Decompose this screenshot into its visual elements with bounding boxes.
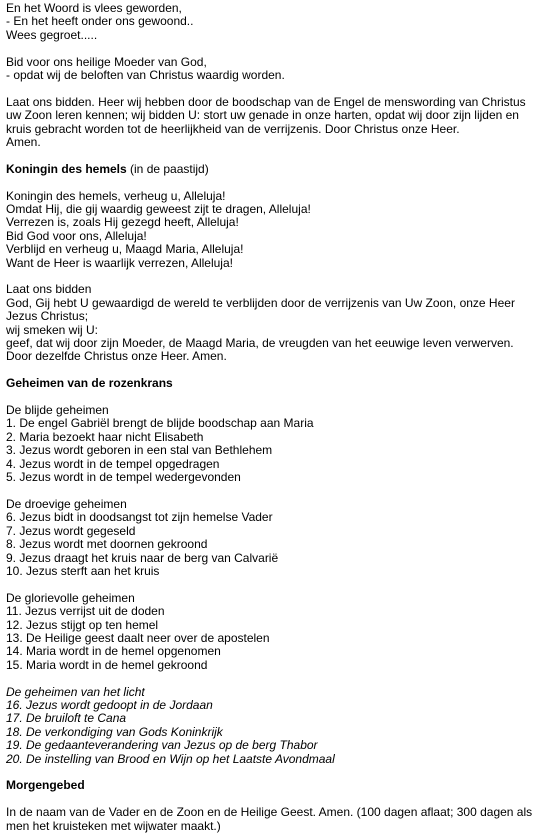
text-line: Amen.	[6, 135, 41, 150]
text-line: Koningin des hemels, verheug u, Alleluja!	[6, 188, 226, 203]
list-title: De blijde geheimen	[6, 403, 109, 418]
heading-title: Morgengebed	[6, 778, 85, 793]
verse-block	[6, 56, 546, 83]
text-line: Verrezen is, zoals Hij gezegd heeft, Alleluja!	[6, 215, 239, 230]
list-item: 7. Jezus wordt gegeseld	[6, 523, 136, 538]
prayer-text: geef, dat wij door zijn Moeder, de Maagd Maria, de vreugden van het eeuwige leven verwerven.	[6, 336, 514, 351]
list-item: 14. Maria wordt in de hemel opgenomen	[6, 644, 221, 659]
list-item: 16. Jezus wordt gedoopt in de Jordaan	[6, 697, 213, 712]
list-item: 11. Jezus verrijst uit de doden	[6, 604, 165, 619]
list-item: 8. Jezus wordt met doornen gekroond	[6, 537, 208, 552]
text-line: Verblijd en verheug u, Maagd Maria, Alleluja!	[6, 242, 244, 257]
text-line: Laat ons bidden	[6, 282, 92, 297]
text-line: Wees gegroet.....	[6, 27, 98, 42]
list-title: De glorievolle geheimen	[6, 590, 135, 605]
list-item: 6. Jezus bidt in doodsangst tot zijn hemelse Vader	[6, 510, 273, 525]
list-item: 4. Jezus wordt in de tempel opgedragen	[6, 456, 220, 471]
mysteries-list	[6, 686, 546, 766]
list-item: 19. De gedaanteverandering van Jezus op de berg Thabor	[6, 738, 318, 753]
text-line: Door dezelfde Christus onze Heer. Amen.	[6, 349, 227, 364]
text-line: Omdat Hij, die gij waardig geweest zijt te dragen, Alleluja!	[6, 202, 311, 217]
prayer-text: God, Gij hebt U gewaardigd de wereld te verblijden door de verrijzenis van Uw Zoon, onze Heer Jezus Christus;	[6, 295, 515, 324]
mysteries-list	[6, 404, 546, 484]
text-line: En het Woord is vlees geworden,	[6, 1, 182, 15]
list-item: 9. Jezus draagt het kruis naar de berg van Calvarië	[6, 550, 279, 565]
prayer-paragraph	[6, 96, 546, 150]
verse-block	[6, 190, 546, 270]
list-item: 15. Maria wordt in de hemel gekroond	[6, 657, 208, 672]
prayer-paragraph	[6, 806, 546, 833]
text-line: Want de Heer is waarlijk verrezen, Alleluja!	[6, 255, 233, 270]
text-line: - opdat wij de beloften van Christus waardig worden.	[6, 68, 285, 83]
list-item: 10. Jezus sterft aan het kruis	[6, 563, 160, 578]
prayer-text: In de naam van de Vader en de Zoon en de Heilige Geest. Amen. (100 dagen aflaat; 300 dagen als men het kruisteken met wijwater maakt.)	[6, 805, 533, 833]
list-item: 5. Jezus wordt in de tempel wedergevonden	[6, 470, 241, 485]
list-item: 17. De bruiloft te Cana	[6, 711, 127, 726]
section-heading	[6, 377, 546, 390]
text-line: Bid voor ons heilige Moeder van God,	[6, 54, 207, 69]
list-item: 12. Jezus stijgt op ten hemel	[6, 617, 159, 632]
list-item: 13. De Heilige geest daalt neer over de apostelen	[6, 630, 270, 645]
section-heading	[6, 779, 546, 792]
list-item: 20. De instelling van Brood en Wijn op het Laatste Avondmaal	[6, 751, 335, 766]
section-heading	[6, 163, 546, 176]
prayer-text: Laat ons bidden. Heer wij hebben door de boodschap van de Engel de menswording van Christus uw Zoon leren kennen; wij bidden U: stort uw genade in onze harten, opdat wij door zijn lijden en kruis gebracht worden tot de heerlijkheid van de verrijzenis. Door Christus onze Heer.	[6, 94, 526, 136]
list-item: 3. Jezus wordt geboren in een stal van Bethlehem	[6, 443, 273, 458]
mysteries-list	[6, 592, 546, 672]
heading-title: Geheimen van de rozenkrans	[6, 376, 173, 391]
prayer-paragraph	[6, 283, 546, 363]
list-item: 18. De verkondiging van Gods Koninkrijk	[6, 724, 223, 739]
list-item: 2. Maria bezoekt haar nicht Elisabeth	[6, 429, 204, 444]
verse-block	[6, 2, 546, 42]
heading-title: Koningin des hemels	[6, 161, 127, 176]
text-line: - En het heeft onder ons gewoond..	[6, 14, 194, 29]
list-title: De geheimen van het licht	[6, 684, 145, 699]
heading-note: (in de paastijd)	[126, 161, 209, 176]
mysteries-list	[6, 498, 546, 578]
text-line: Bid God voor ons, Alleluja!	[6, 228, 147, 243]
text-line: wij smeken wij U:	[6, 322, 99, 337]
list-item: 1. De engel Gabriël brengt de blijde boodschap aan Maria	[6, 416, 314, 431]
list-title: De droevige geheimen	[6, 496, 127, 511]
